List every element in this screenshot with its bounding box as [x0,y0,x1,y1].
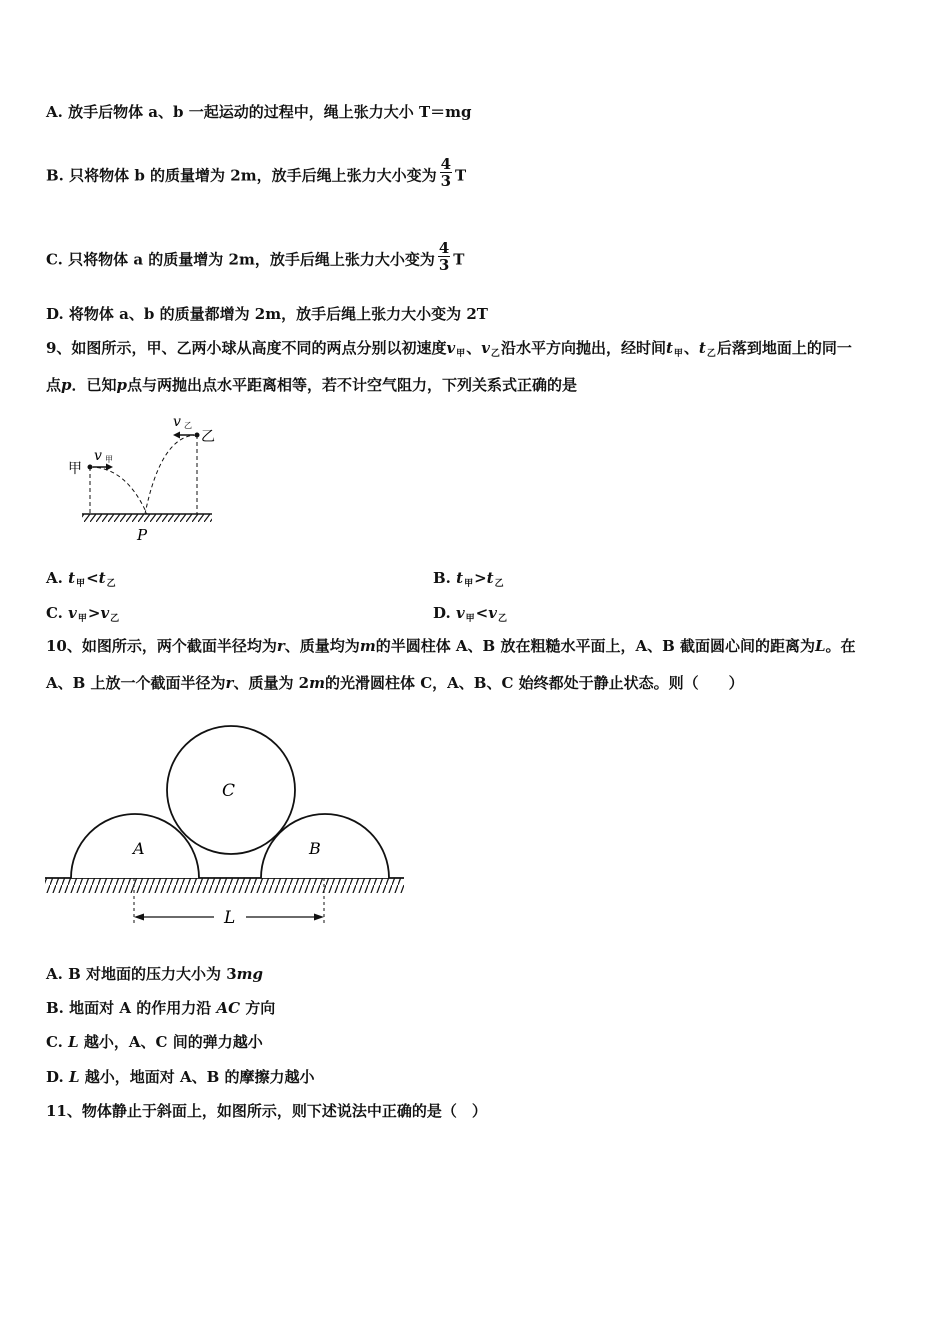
var-v: v [481,339,490,357]
label-C: C [222,781,236,801]
option-label: C. [46,604,63,622]
var-L: L [815,637,826,655]
q10-stem-line2 [46,673,744,693]
q9-option-d [433,603,508,626]
option-label: A. [46,569,63,587]
var-r: r [225,674,234,692]
ball-yi [195,433,200,438]
op: < [475,604,489,622]
label-P: P [137,526,148,544]
q9-text: 沿水平方向抛出，经时间 [500,339,666,357]
q9-option-a [46,568,117,591]
label-jia: 甲 [68,461,82,477]
option-text: 越小，地面对 A、B 的摩擦力越小 [84,1068,315,1086]
sub-yi: 乙 [497,614,507,624]
q9-text: 后落到地面上的同一 [716,339,852,357]
fraction-denominator: 3 [438,256,450,274]
fraction-numerator: 4 [440,155,452,173]
jia-trajectory [90,467,147,514]
option-label: D. [46,1068,64,1086]
v-jia-arrowhead [106,464,113,471]
var-ac: AC [216,999,241,1017]
q9-text: ．已知 [71,376,117,394]
fraction-denominator: 3 [440,172,452,190]
var-t: t [68,569,76,587]
var-L: L [68,1068,80,1086]
var-r: r [276,637,285,655]
q10-option-c [46,1032,263,1052]
sep: 、 [683,339,699,357]
sub-yi: 乙 [494,579,504,589]
option-text: 方向 [245,999,276,1017]
q9-stem-line2 [46,375,577,395]
var-mg: mg [236,965,264,983]
option-label: B. [433,569,451,587]
sub-yi: 乙 [490,349,500,359]
sub-jia: 甲 [464,579,474,589]
label-v-jia: v [94,448,102,464]
sub-jia: 甲 [456,349,466,359]
unit: T [453,250,465,269]
var-v: v [100,604,110,622]
q10-text: 10、如图所示，两个截面半径均为 [46,637,277,655]
q9-text: 点与两抛出点水平距离相等，若不计空气阻力，下列关系式正确的是 [127,376,578,394]
q10-text: 、质量均为 [284,637,360,655]
ground-hatch [45,878,404,893]
sep: 、 [466,339,482,357]
unit: T [455,166,467,185]
var-v: v [68,604,77,622]
dimension-arrow-left [134,914,144,921]
var-t: t [98,569,106,587]
var-v: v [488,604,497,622]
q8-option-d: D. 将物体 a、b 的质量都增为 2m，放手后绳上张力大小变为 2T [46,305,488,323]
sub-jia: 甲 [77,614,87,624]
q9-stem-line1 [46,338,852,361]
label-v-yi: v [173,414,181,430]
q10-text: A、B 上放一个截面半径为 [46,674,226,692]
var-t: t [698,339,706,357]
q8-option-b-text: B. 只将物体 b 的质量增为 2m，放手后绳上张力大小变为 [46,166,437,185]
sub-jia: 甲 [76,579,86,589]
fraction-numerator: 4 [438,239,450,257]
var-v: v [446,339,456,357]
var-t: t [665,339,673,357]
sub-jia: 甲 [673,349,683,359]
sub-yi: 乙 [706,349,716,359]
option-text: 越小，A、C 间的弹力越小 [83,1033,263,1051]
sub-yi: 乙 [110,614,120,624]
q9-option-b [433,568,505,591]
v-yi-arrowhead [173,432,180,439]
op: < [86,569,99,587]
var-t: t [486,569,494,587]
q10-option-a [46,964,263,984]
var-m: m [309,674,325,692]
option-label: D. [433,604,451,622]
q9-option-c [46,603,120,626]
q8-option-b [46,155,467,193]
q10-stem-line1 [46,636,856,656]
sub-yi: 乙 [106,579,116,589]
option-text: B. 地面对 A 的作用力沿 [46,999,212,1017]
q8-option-a: A. 放手后物体 a、b 一起运动的过程中，绳上张力大小 T＝mg [46,103,472,121]
label-L: L [224,908,236,928]
label-v-jia-sub: 甲 [105,455,113,464]
q9-text: 点 [46,376,62,394]
q10-text: 的半圆柱体 A、B 放在粗糙水平面上，A、B 截面圆心间的距离为 [375,637,815,655]
q11-stem: 11、物体静止于斜面上，如图所示，则下述说法中正确的是（ ） [46,1102,487,1120]
q8-option-c [46,239,465,277]
label-A: A [133,839,145,858]
q8-option-c-text: C. 只将物体 a 的质量增为 2m，放手后绳上张力大小变为 [46,250,435,269]
q9-figure [66,410,226,545]
var-L: L [68,1033,79,1051]
fraction [440,156,452,189]
sub-jia: 甲 [465,614,475,624]
var-p: p [116,376,128,394]
ground-hatch [82,514,212,522]
option-text: A. B 对地面的压力大小为 3 [46,965,237,983]
q9-text: 9、如图所示，甲、乙两小球从高度不同的两点分别以初速度 [46,339,447,357]
yi-trajectory [145,435,197,514]
op: > [87,604,101,622]
label-yi: 乙 [201,429,215,445]
var-p: p [61,376,72,394]
q10-text: 、质量为 2 [233,674,310,692]
label-B: B [309,839,321,858]
ball-jia [88,465,93,470]
var-t: t [456,569,464,587]
q10-text: 的光滑圆柱体 C，A、B、C 始终都处于静止状态。则（ ） [325,674,744,692]
q10-option-d [46,1067,314,1087]
label-v-yi-sub: 乙 [184,421,192,430]
q10-text: 。在 [825,637,856,655]
op: > [474,569,487,587]
q10-option-b [46,998,275,1018]
var-m: m [359,637,376,655]
option-label: C. [46,1033,63,1051]
var-v: v [455,604,465,622]
fraction [438,240,450,273]
dimension-arrow-right [314,914,324,921]
q10-figure [44,725,408,935]
